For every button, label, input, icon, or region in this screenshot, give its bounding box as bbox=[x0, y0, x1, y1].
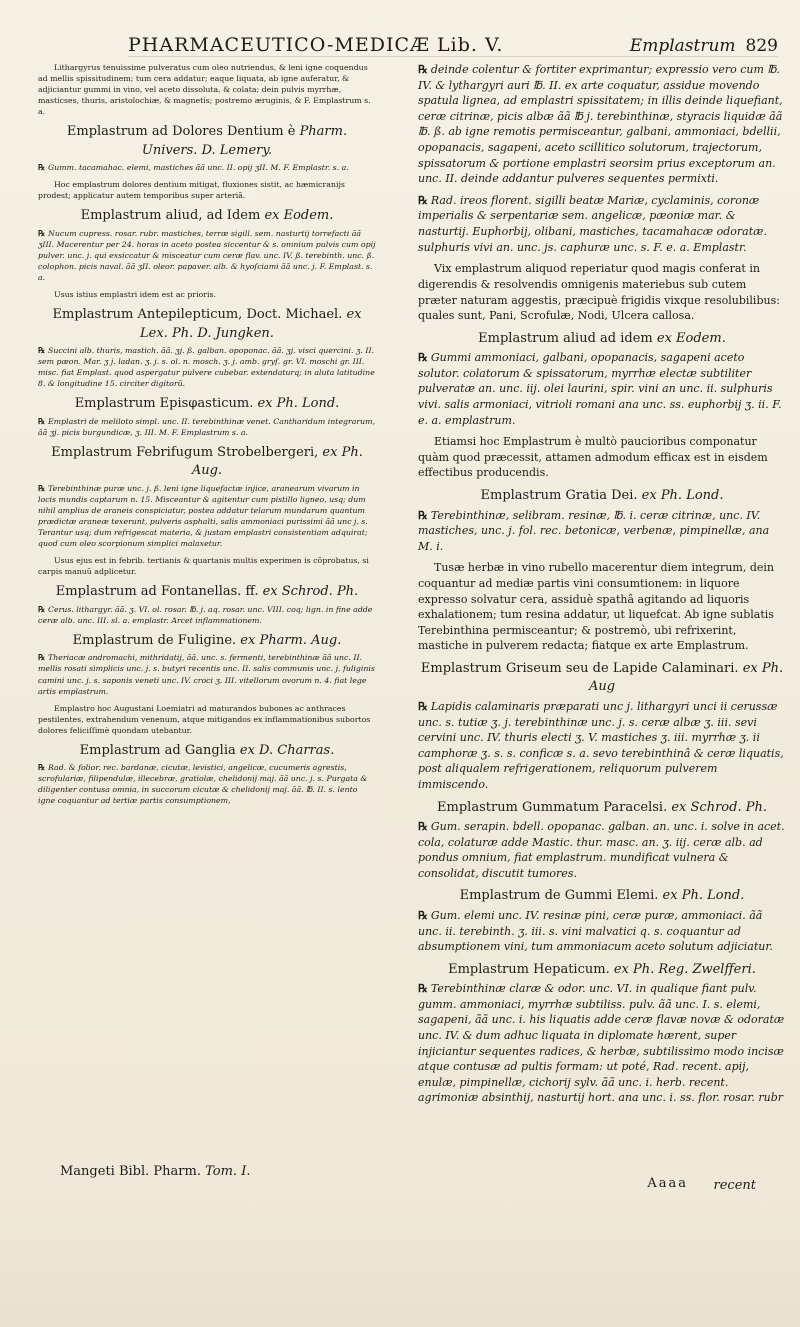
heading-source: ex Ph. Aug bbox=[588, 661, 784, 695]
page-shade bbox=[0, 1207, 800, 1327]
recipe-icon: ℞ bbox=[38, 228, 45, 238]
recipe-text: Theriacæ andromachi, mithridatij, ãã. unc. s. fermenti, terebinthinæ ãã unc. II. mellis rosati simplicis unc. j. s. butyri recentis unc. II. salis communis unc. j. fuliginis camini unc. j. s. saponis veneti unc. IV. croci ʒ. III. vitellorum ovorum n. 4. fiat lege artis emplastrum. bbox=[38, 653, 375, 696]
recipe-text: Gummi ammoniaci, galbani, opopanacis, sagapeni aceto solutor. colatorum & spissatorum, myrrhæ electæ subtiliter pulveratæ an. unc. iij. olei laurini, spir. vini an unc. ii. sulphuris vivi. salis armoniaci, vitrioli romani ana unc. ss. euphorbij ʒ. ii. F. e. a. emplastrum. bbox=[418, 351, 782, 427]
two-column-text bbox=[38, 62, 786, 1112]
heading-title: Emplastrum Hepaticum. bbox=[448, 961, 610, 977]
recipe-icon: ℞ bbox=[38, 604, 45, 614]
body-paragraph: Lithargyrus tenuissime pulveratus cum oleo nutriendus, & leni igne coquendus ad mellis spissitudinem; tum cera addatur; eaque liquata, ab igne auferatur, & adjiciantur gummi in vino, vel aceto dissoluta, & colata; dein pulvis myrrhæ, masticses, thuris, aristolochiæ, & magnetis; postremo æruginis, & F. Emplastrum s. a. bbox=[38, 63, 371, 117]
heading-title: Emplastrum aliud, ad Idem bbox=[80, 208, 261, 224]
recipe-text: Terebinthinæ claræ & odor. unc. VI. in qualique fiant pulv. gumm. ammoniaci, myrrhæ subtiliss. pulv. ãã unc. I. s. elemi, sagapeni, ãã unc. i. his liquatis adde ceræ flavæ novæ & odoratæ unc. IV. & dum adhuc liquata in diplomate hærent, super injiciantur sequentes radices, & herbæ, subtilissimo modo incisæ atque contusæ ad pultis formam: ut poté, Rad. recent. apij, enulæ, pimpinellæ, cichorij sylv. ãã unc. i. herb. recent. agrimoniæ absinthij, nasturtij hort. ana unc. i. ss. flor. rosar. rubr bbox=[418, 982, 785, 1105]
heading-title: Emplastrum de Fuligine. bbox=[72, 632, 237, 648]
recipe-text: Terebinthinæ, selibram. resinæ, ℔. i. ceræ citrinæ, unc. IV. mastiches, unc. j. fol. rec. betonicæ, verbenæ, pimpinellæ, ana M. i. bbox=[418, 508, 770, 553]
page-number: 829 bbox=[745, 36, 778, 56]
heading-title: Emplastrum ad Dolores Dentium è bbox=[66, 124, 296, 140]
heading-title: Emplastrum Gratia Dei. bbox=[480, 488, 638, 504]
section-heading bbox=[418, 330, 786, 348]
heading-source: ex Schrod. Ph. bbox=[262, 584, 359, 600]
heading-source: ex Eodem. bbox=[656, 330, 726, 346]
recipe-text: Gumm. tacamahac. elemi, mastiches ãã unc. II. opij ʒII. M. F. Emplastr. s. a. bbox=[48, 163, 349, 173]
heading-title: Emplastrum ad Ganglia bbox=[79, 742, 236, 758]
heading-source: ex Ph. Aug. bbox=[191, 444, 363, 479]
recipe-paragraph bbox=[38, 416, 376, 438]
section-heading bbox=[38, 306, 376, 343]
recipe-text: Nucum cupress. rosar. rubr. mastiches, terræ sigill. sem. nasturtij torrefacti ãã ʒIII. Macerentur per 24. horas in aceto postea siccentur & s. omnium pulvis cum opij pulver. unc. j. qui exsiccatur & misceatur cum ceræ flav. unc. IV. ß. terebinth. unc. ß. colophon. picis naval. ãã ʒII. oleor. papaver. alb. & hyoſciami ãã unc. j. F. Emplast. s. a. bbox=[38, 228, 376, 283]
recipe-paragraph bbox=[38, 483, 376, 549]
recipe-paragraph bbox=[418, 62, 786, 187]
recipe-text: Terebinthinæ puræ unc. j. ß. leni igne liquefactæ injice, aranearum vivarum in locis mundis captarum n. 15. Misceantur & agitentur cum pistillo ligneo, usq; dum nihil amplius de araneis conspiciatur, postea addatur telarum mundarum quantum prædictæ araneæ texerunt, pulveris asphalti, salis ammoniaci purissimi ãã unc j. s. Terantur usq; dum refrigescat materia, & justam emplastri consistentiam adquirat; quod cum oleo scorpionum simplici malaxetur. bbox=[38, 483, 368, 549]
recipe-icon: ℞ bbox=[38, 416, 45, 426]
recipe-icon: ℞ bbox=[38, 163, 45, 173]
running-title: PHARMACEUTICO-MEDICÆ Lib. V. bbox=[128, 34, 504, 56]
recipe-paragraph bbox=[418, 508, 786, 555]
section-heading bbox=[38, 632, 376, 650]
recipe-text: Rad. ireos florent. sigilli beatæ Mariæ, cyclaminis, coronæ imperialis & serpentariæ sem. angelicæ, pæoniæ mar. & nasturtij. Euphorbij, olibani, mastiches, tacamahacæ odoratæ. sulphuris vivi an. unc. js. caphuræ unc. s. F. e. a. Emplastr. bbox=[418, 193, 767, 254]
section-heading bbox=[418, 887, 786, 905]
recipe-text: Lapidis calaminaris præparati unc j. lithargyri unci ii cerussæ unc. s. tutiæ ʒ. j. terebinthinæ unc. j. s. ceræ albæ ʒ. iii. sevi cervini unc. IV. thuris electi ʒ. V. mastiches ʒ. iii. myrrhæ ʒ. ii camphoræ ʒ. s. s. conficæ s. a. sevo terebinthinâ & ceræ liquatis, post aliqualem refrigerationem, reliquorum pulverem immiscendo. bbox=[418, 699, 784, 791]
recipe-text: Gum. elemi unc. IV. resinæ pini, ceræ puræ, ammoniaci. ãã unc. ii. terebinth. ʒ. iii. s. vini malvatici q. s. coquantur ad absumptionem vini, tum ammoniacum aceto solutum adjiciatur. bbox=[418, 908, 773, 954]
heading-source: ex Schrod. Ph. bbox=[671, 799, 767, 815]
recipe-paragraph bbox=[418, 908, 786, 955]
heading-title: Emplastrum ad Fontanellas. ff. bbox=[55, 584, 259, 600]
recipe-icon: ℞ bbox=[418, 982, 428, 996]
recipe-paragraph bbox=[38, 345, 376, 389]
recipe-text: deinde colentur & fortiter exprimantur; expressio vero cum ℔. IV. & lythargyri auri ℔. II. ex arte coquatur, assidue movendo spatula lignea, ad emplastri spissitatem; in illis deinde liquefiant, ceræ citrinæ, picis albæ ãã ℔ j. terebinthinæ, styracis liquidæ ãã ℔. ß. ab igne remotis permisceantur, galbani, ammoniaci, bdellii, opopanacis, sagapeni, aceto scillitico solutorum, trajectorum, spissatorum & portione emplastri seorsim prius exceptorum an. unc. II. deinde addantur pulveres sequentes permixti. bbox=[418, 63, 783, 186]
recipe-text: Emplastri de meliloto simpl. unc. II. terebinthinæ venet. Cantharidum integrarum, ãã ʒj. picis burgundicæ, ʒ. III. M. F. Emplastrum s. a. bbox=[38, 416, 376, 437]
body-paragraph: Vix emplastrum aliquod reperiatur quod magis conferat in digerendis & resolvendis omnigenis materiebus sub cutem præter naturam aggestis, præcipuè frigidis vixque resolubilibus: quales sunt, Pani, Scrofulæ, Nodi, Ulcera callosa. bbox=[418, 262, 780, 323]
recipe-text: Cerus. lithargyr. ãã. ʒ. VI. ol. rosar. ℔. j. aq. rosar. unc. VIII. coq; lign. in fine adde ceræ alb. unc. III. sl. a. emplastr. Arcet inflammationem. bbox=[38, 604, 373, 625]
recipe-icon: ℞ bbox=[38, 346, 45, 356]
body-paragraph: Usus ejus est in febrib. tertianis & quartanis multis experimen is cõprobatus, si carpis manuũ adplicetur. bbox=[38, 556, 369, 577]
recipe-icon: ℞ bbox=[38, 763, 45, 773]
recipe-text: Gum. serapin. bdell. opopanac. galban. an. unc. i. solve in acet. cola, colaturæ adde Mastic. thur. masc. an. ʒ. iij. ceræ alb. ad pondus omnium, fiat emplastrum. mundificat vulnera & consolidat, discutit tumores. bbox=[418, 820, 785, 880]
section-heading bbox=[38, 583, 376, 601]
right-column bbox=[418, 62, 786, 1112]
footer-author-line bbox=[60, 1164, 250, 1179]
heading-source: Pharm. Univers. D. Lemery. bbox=[141, 124, 348, 158]
section-heading bbox=[38, 123, 376, 160]
heading-title: Emplastrum aliud ad idem bbox=[478, 330, 653, 346]
recipe-icon: ℞ bbox=[38, 483, 45, 493]
section-heading bbox=[38, 207, 376, 225]
heading-source: ex Lex. Ph. D. Jungken. bbox=[140, 307, 362, 341]
recipe-icon: ℞ bbox=[418, 508, 428, 522]
catchword: recent bbox=[713, 1178, 756, 1193]
recipe-paragraph bbox=[38, 228, 376, 283]
heading-source: ex Eodem. bbox=[264, 208, 334, 224]
body-paragraph: Etiamsi hoc Emplastrum è multò paucioribus componatur quàm quod præcessit, attamen admodum efficax est in eisdem effectibus producendis. bbox=[418, 435, 768, 480]
recipe-paragraph bbox=[38, 762, 376, 806]
section-heading bbox=[418, 799, 786, 817]
recipe-paragraph bbox=[418, 193, 786, 255]
left-column bbox=[38, 62, 376, 1112]
running-subject: Emplastrum bbox=[629, 36, 736, 56]
recipe-text: Succini alb. thuris, mastich. ãã. ʒj. ß. galban. opoponac. ãã. ʒj. visci quercini. ʒ. II. sem pæon. Mar. ʒ j. ladan. ʒ. j. s. ol. n. mosch. ʒ. j. amb. gryſ. gr. VI. moschi gr. III. misc. fiat Emplast. quod aspergatur pulvere cubebar. extendaturq; in aluta latitudine 8. & longitudine 15. circiter digitorũ. bbox=[38, 346, 375, 389]
heading-title: Emplastrum Febrifugum Strobelbergeri, bbox=[51, 444, 319, 460]
recipe-paragraph bbox=[418, 699, 786, 793]
recipe-icon: ℞ bbox=[418, 908, 428, 922]
section-heading bbox=[38, 395, 376, 413]
recipe-icon: ℞ bbox=[418, 351, 428, 365]
body-paragraph: Hoc emplastrum dolores dentium mitigat, fluxiones sistit, ac hæmicranijs prodest; applicatur autem temporibus super arteriã. bbox=[38, 180, 345, 201]
recipe-icon: ℞ bbox=[418, 820, 428, 834]
heading-title: Emplastrum de Gummi Elemi. bbox=[459, 888, 659, 904]
recipe-paragraph bbox=[38, 162, 376, 173]
heading-title: Emplastrum Gummatum Paracelsi. bbox=[437, 799, 668, 815]
recipe-paragraph bbox=[38, 652, 376, 696]
heading-title: Emplastrum Episφasticum. bbox=[74, 396, 254, 412]
section-heading bbox=[418, 487, 786, 505]
recipe-icon: ℞ bbox=[418, 699, 428, 713]
section-heading bbox=[418, 961, 786, 979]
heading-source: ex Ph. Reg. Zwelfferi. bbox=[613, 961, 756, 977]
body-paragraph: Usus istius emplastri idem est ac prioris. bbox=[54, 290, 216, 300]
section-heading bbox=[418, 660, 786, 697]
body-paragraph: Tusæ herbæ in vino rubello macerentur diem integrum, dein coquantur ad mediæ partis vini consumtionem: in liquore expresso solvatur cera, assiduè spathâ agitando ad liquoris exhalationem; tum resina addatur, ut liquefcat. Ab igne sublatis Terebinthina permisceantur; & postremò, ubi refrixerint, mastiche in pulverem redacta; fiatque ex arte Emplastrum. bbox=[418, 561, 774, 653]
heading-source: ex Ph. Lond. bbox=[641, 488, 724, 504]
footer-tome: Tom. I. bbox=[205, 1164, 251, 1179]
section-heading bbox=[38, 742, 376, 760]
recipe-paragraph bbox=[418, 819, 786, 881]
signature-mark: Aaaa bbox=[647, 1176, 688, 1191]
section-heading bbox=[38, 444, 376, 481]
heading-title: Emplastrum Griseum seu de Lapide Calaminari. bbox=[420, 661, 739, 677]
footer-source: Mangeti Bibl. Pharm. bbox=[60, 1164, 201, 1179]
recipe-paragraph bbox=[418, 350, 786, 428]
recipe-text: Rad. & folior. rec. bardanæ, cicutæ, levistici, angelicæ, cucumeris agrestis, scrofulariæ, filipendulæ, illecebræ, gratiolæ, chelidonij maj. ãã unc. j. s. Purgata & diligenter contusa omnia, in succorum cicutæ & chelidonij maj. ãã. ℔. II. s. lento igne coquantur ad tertiæ partis consumptionem, bbox=[38, 763, 368, 806]
recipe-icon: ℞ bbox=[38, 653, 45, 663]
running-header-right bbox=[630, 36, 778, 56]
recipe-paragraph bbox=[418, 981, 786, 1106]
heading-source: ex Ph. Lond. bbox=[662, 888, 745, 904]
heading-source: ex D. Charras. bbox=[239, 742, 335, 758]
body-paragraph: Emplastro hoc Augustani Loemiatri ad maturandos bubones ac anthraces pestilentes, extrahendum venenum, atque mitigandos ex inflammationibus subortos dolores feliciſſimè quondam utebantur. bbox=[38, 703, 371, 735]
heading-title: Emplastrum Antepilepticum, Doct. Michael. bbox=[52, 307, 343, 323]
heading-source: ex Ph. Lond. bbox=[257, 396, 340, 412]
recipe-icon: ℞ bbox=[418, 63, 428, 76]
recipe-paragraph bbox=[38, 604, 376, 626]
running-header bbox=[128, 34, 778, 57]
heading-source: ex Pharm. Aug. bbox=[240, 632, 342, 648]
recipe-icon: ℞ bbox=[418, 193, 428, 207]
